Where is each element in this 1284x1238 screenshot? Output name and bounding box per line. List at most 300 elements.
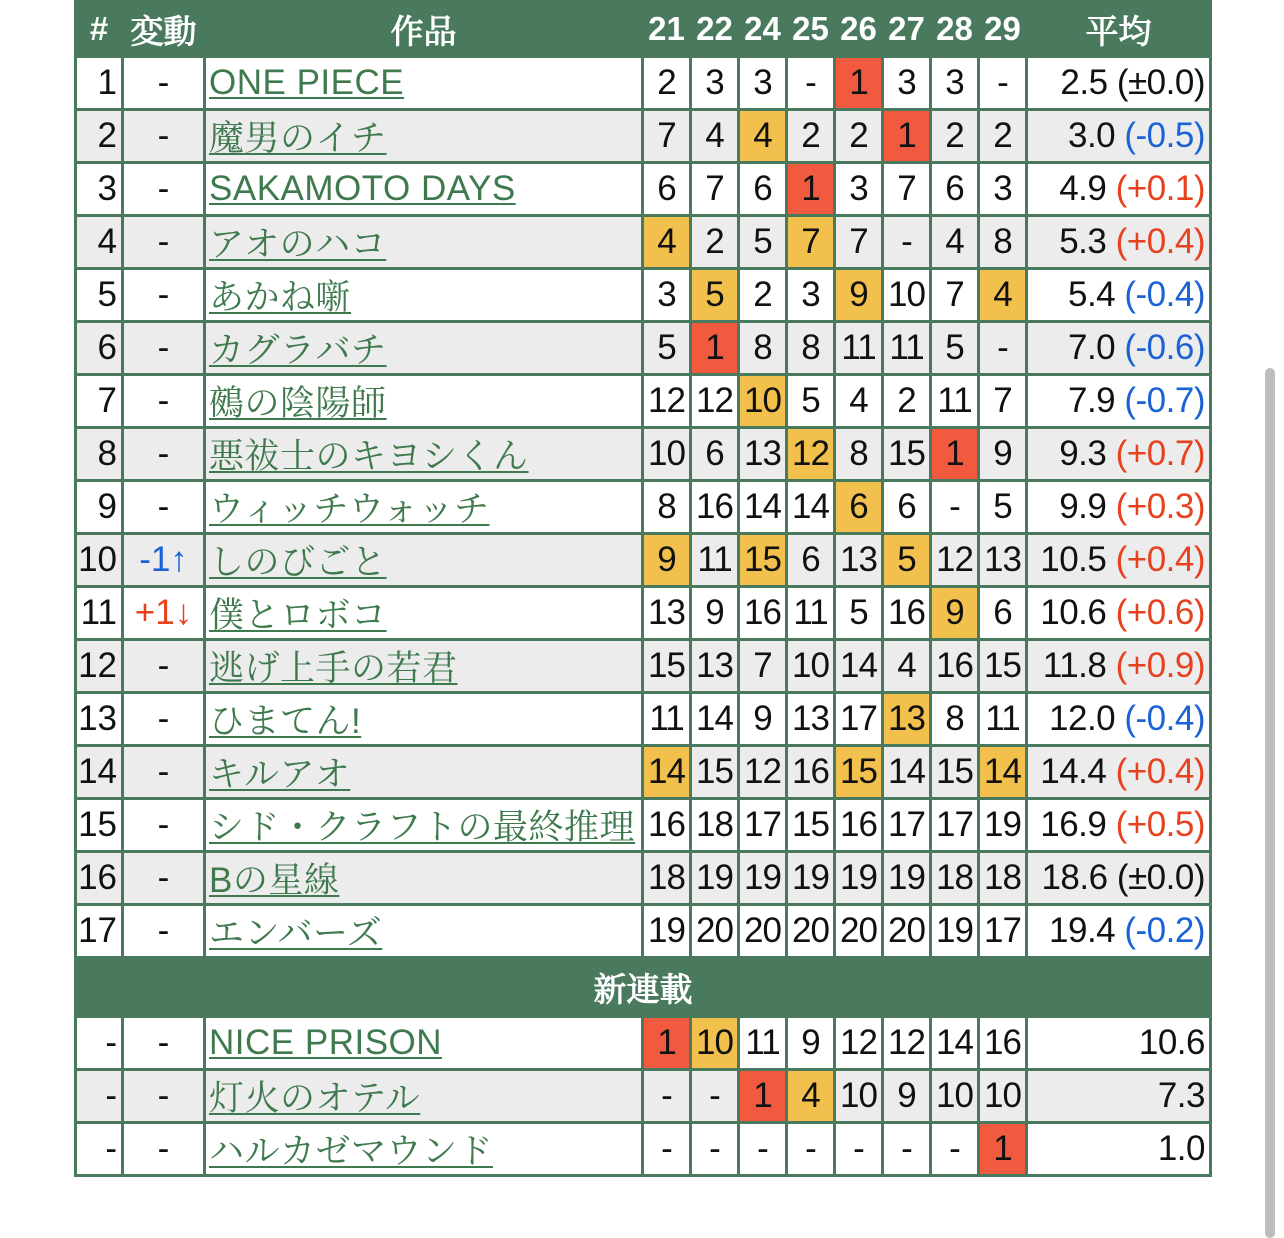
rank-change: - — [157, 328, 170, 367]
title-link[interactable]: ハルカゼマウンド — [209, 1132, 494, 1171]
table-row — [76, 57, 1211, 110]
score-cell: - — [739, 1123, 787, 1176]
change-cell — [123, 587, 205, 640]
rank-cell: 4 — [76, 216, 123, 269]
table-row — [76, 693, 1211, 746]
score-cell: 12 — [835, 1017, 883, 1070]
change-cell — [123, 428, 205, 481]
table-row — [76, 640, 1211, 693]
score-cell: 1 — [979, 1123, 1027, 1176]
score-cell: 2 — [643, 57, 691, 110]
score-cell: 12 — [883, 1017, 931, 1070]
avg-value: 7.3 — [1157, 1076, 1205, 1115]
avg-cell — [1027, 481, 1211, 534]
score-cell: 18 — [643, 852, 691, 905]
title-cell — [205, 481, 643, 534]
title-cell — [205, 216, 643, 269]
score-cell: 2 — [979, 110, 1027, 163]
score-cell: 12 — [643, 375, 691, 428]
avg-value: 19.4 — [1049, 911, 1116, 950]
avg-value: 11.8 — [1042, 646, 1107, 685]
score-cell: 16 — [931, 640, 979, 693]
score-cell: 5 — [787, 375, 835, 428]
score-cell: 6 — [691, 428, 739, 481]
avg-delta: (+0.4) — [1115, 540, 1205, 579]
score-cell: - — [979, 322, 1027, 375]
avg-value: 14.4 — [1040, 752, 1107, 791]
rank-cell: 1 — [76, 57, 123, 110]
rank-cell: 17 — [76, 905, 123, 958]
title-cell — [205, 110, 643, 163]
rank-change: - — [157, 1023, 170, 1062]
title-link[interactable]: SAKAMOTO DAYS — [209, 169, 516, 208]
avg-value: 7.0 — [1067, 328, 1116, 367]
change-cell — [123, 322, 205, 375]
change-cell — [123, 269, 205, 322]
avg-delta: (+0.3) — [1115, 487, 1205, 526]
title-cell — [205, 640, 643, 693]
avg-delta: (-0.6) — [1124, 328, 1205, 367]
score-cell: 15 — [835, 746, 883, 799]
title-link[interactable]: ウィッチウォッチ — [209, 490, 490, 529]
avg-value: 7.9 — [1067, 381, 1116, 420]
issue-header: 21 — [643, 2, 691, 57]
title-cell — [205, 693, 643, 746]
score-cell: 15 — [739, 534, 787, 587]
score-cell: 5 — [691, 269, 739, 322]
score-cell: 2 — [883, 375, 931, 428]
score-cell: 6 — [979, 587, 1027, 640]
title-link[interactable]: Bの星線 — [209, 861, 340, 900]
score-cell: 1 — [883, 110, 931, 163]
avg-delta: (+0.5) — [1115, 805, 1205, 844]
avg-cell — [1027, 428, 1211, 481]
table-row — [76, 587, 1211, 640]
score-cell: 13 — [643, 587, 691, 640]
new-section-label: 新連載 — [76, 958, 1211, 1017]
score-cell: 10 — [979, 1070, 1027, 1123]
score-cell: 5 — [883, 534, 931, 587]
score-cell: 14 — [931, 1017, 979, 1070]
avg-cell — [1027, 375, 1211, 428]
avg-cell — [1027, 110, 1211, 163]
score-cell: 2 — [835, 110, 883, 163]
score-cell: 17 — [979, 905, 1027, 958]
score-cell: 8 — [787, 322, 835, 375]
rank-change: +1↓ — [134, 593, 193, 632]
new-series-body — [76, 958, 1211, 1176]
rank-change: - — [157, 858, 170, 897]
title-link[interactable]: 逃げ上手の若君 — [209, 649, 458, 688]
score-cell: - — [883, 216, 931, 269]
change-cell — [123, 57, 205, 110]
score-cell: 14 — [691, 693, 739, 746]
rank-change: - — [157, 487, 170, 526]
title-link[interactable]: ひまてん! — [209, 702, 362, 741]
score-cell: 14 — [643, 746, 691, 799]
title-link[interactable]: しのびごと — [209, 543, 387, 582]
avg-delta: (-0.5) — [1124, 116, 1205, 155]
score-cell: 10 — [787, 640, 835, 693]
table-row — [76, 905, 1211, 958]
table-row — [76, 163, 1211, 216]
score-cell: 16 — [691, 481, 739, 534]
title-cell — [205, 534, 643, 587]
score-cell: 11 — [979, 693, 1027, 746]
avg-value: 10.6 — [1138, 1023, 1205, 1062]
title-cell — [205, 1017, 643, 1070]
score-cell: 10 — [835, 1070, 883, 1123]
score-cell: 18 — [931, 852, 979, 905]
avg-cell — [1027, 587, 1211, 640]
rank-change: -1↑ — [139, 540, 188, 579]
score-cell: 14 — [979, 746, 1027, 799]
title-link[interactable]: NICE PRISON — [209, 1023, 443, 1062]
score-cell: 19 — [979, 799, 1027, 852]
score-cell: 9 — [931, 587, 979, 640]
score-cell: 10 — [691, 1017, 739, 1070]
score-cell: 17 — [931, 799, 979, 852]
title-header: 作品 — [205, 2, 643, 57]
score-cell: - — [931, 1123, 979, 1176]
rank-cell: 11 — [76, 587, 123, 640]
score-cell: 6 — [883, 481, 931, 534]
rank-change: - — [157, 434, 170, 473]
change-cell — [123, 1123, 205, 1176]
score-cell: 1 — [691, 322, 739, 375]
ranking-table — [74, 0, 1212, 1177]
avg-value: 12.0 — [1049, 699, 1116, 738]
rank-change: - — [157, 63, 170, 102]
avg-value: 3.0 — [1067, 116, 1116, 155]
score-cell: 4 — [643, 216, 691, 269]
score-cell: 15 — [931, 746, 979, 799]
score-cell: 1 — [835, 57, 883, 110]
avg-value: 2.5 — [1060, 63, 1108, 102]
score-cell: 7 — [691, 163, 739, 216]
score-cell: 11 — [691, 534, 739, 587]
title-link[interactable]: 悪祓士のキヨシくん — [209, 437, 529, 476]
score-cell: 3 — [787, 269, 835, 322]
score-cell: 12 — [739, 746, 787, 799]
rank-change: - — [157, 646, 170, 685]
rank-change: - — [157, 752, 170, 791]
score-cell: 18 — [979, 852, 1027, 905]
score-cell: - — [835, 1123, 883, 1176]
rank-cell: - — [76, 1070, 123, 1123]
score-cell: 19 — [835, 852, 883, 905]
issue-header: 24 — [739, 2, 787, 57]
score-cell: 8 — [931, 693, 979, 746]
table-row — [76, 481, 1211, 534]
title-link[interactable]: 鵺の陰陽師 — [209, 384, 387, 423]
title-cell — [205, 905, 643, 958]
avg-delta: (-0.2) — [1124, 911, 1205, 950]
score-cell: 1 — [739, 1070, 787, 1123]
score-cell: 2 — [739, 269, 787, 322]
score-cell: 13 — [787, 693, 835, 746]
score-cell: 15 — [787, 799, 835, 852]
rank-cell: 8 — [76, 428, 123, 481]
change-cell — [123, 375, 205, 428]
score-cell: 9 — [979, 428, 1027, 481]
table-row — [76, 110, 1211, 163]
issue-header: 22 — [691, 2, 739, 57]
score-cell: 11 — [931, 375, 979, 428]
score-cell: 17 — [835, 693, 883, 746]
score-cell: 20 — [787, 905, 835, 958]
title-link[interactable]: カグラバチ — [209, 331, 387, 370]
title-link[interactable]: アオのハコ — [209, 225, 387, 264]
score-cell: 5 — [979, 481, 1027, 534]
avg-delta: (±0.0) — [1116, 63, 1205, 102]
rank-change: - — [157, 381, 170, 420]
score-cell: 12 — [691, 375, 739, 428]
change-cell — [123, 534, 205, 587]
score-cell: - — [883, 1123, 931, 1176]
score-cell: 8 — [739, 322, 787, 375]
title-cell — [205, 1123, 643, 1176]
score-cell: 7 — [643, 110, 691, 163]
score-cell: 3 — [835, 163, 883, 216]
issue-header: 25 — [787, 2, 835, 57]
rank-change: - — [157, 169, 170, 208]
score-cell: 5 — [739, 216, 787, 269]
avg-cell — [1027, 322, 1211, 375]
score-cell: 4 — [835, 375, 883, 428]
score-cell: 19 — [883, 852, 931, 905]
avg-cell — [1027, 693, 1211, 746]
change-cell — [123, 1017, 205, 1070]
score-cell: 7 — [979, 375, 1027, 428]
score-cell: 3 — [979, 163, 1027, 216]
change-cell — [123, 905, 205, 958]
score-cell: 3 — [931, 57, 979, 110]
score-cell: 11 — [835, 322, 883, 375]
rank-cell: 12 — [76, 640, 123, 693]
score-cell: 10 — [643, 428, 691, 481]
change-cell — [123, 1070, 205, 1123]
score-cell: 8 — [979, 216, 1027, 269]
title-link[interactable]: 灯火のオテル — [209, 1079, 421, 1118]
table-row — [76, 534, 1211, 587]
vertical-scrollbar[interactable] — [1265, 368, 1275, 1238]
score-cell: 20 — [691, 905, 739, 958]
avg-delta: (±0.0) — [1116, 858, 1205, 897]
avg-cell — [1027, 1123, 1211, 1176]
score-cell: 20 — [835, 905, 883, 958]
title-cell — [205, 269, 643, 322]
score-cell: 7 — [739, 640, 787, 693]
score-cell: 16 — [835, 799, 883, 852]
score-cell: 4 — [931, 216, 979, 269]
score-cell: - — [931, 481, 979, 534]
score-cell: 5 — [643, 322, 691, 375]
issue-header: 29 — [979, 2, 1027, 57]
score-cell: 3 — [643, 269, 691, 322]
score-cell: 16 — [643, 799, 691, 852]
score-cell: 13 — [835, 534, 883, 587]
rank-change: - — [157, 1076, 170, 1115]
avg-delta: (-0.4) — [1124, 275, 1205, 314]
rank-change: - — [157, 911, 170, 950]
avg-value: 5.4 — [1067, 275, 1116, 314]
table-row — [76, 1123, 1211, 1176]
score-cell: 4 — [883, 640, 931, 693]
title-link[interactable]: シド・クラフトの最終推理 — [209, 808, 636, 847]
score-cell: 16 — [979, 1017, 1027, 1070]
score-cell: 3 — [739, 57, 787, 110]
score-cell: - — [787, 1123, 835, 1176]
score-cell: 20 — [739, 905, 787, 958]
avg-delta: (+0.9) — [1115, 646, 1205, 685]
change-cell — [123, 216, 205, 269]
avg-cell — [1027, 640, 1211, 693]
score-cell: 19 — [643, 905, 691, 958]
score-cell: 9 — [643, 534, 691, 587]
avg-value: 10.5 — [1040, 540, 1107, 579]
change-cell — [123, 481, 205, 534]
score-cell: 1 — [787, 163, 835, 216]
score-cell: 13 — [883, 693, 931, 746]
score-cell: 15 — [979, 640, 1027, 693]
score-cell: 9 — [835, 269, 883, 322]
score-cell: 2 — [931, 110, 979, 163]
score-cell: 2 — [787, 110, 835, 163]
title-cell — [205, 799, 643, 852]
table-row — [76, 1017, 1211, 1070]
score-cell: 17 — [739, 799, 787, 852]
score-cell: 9 — [883, 1070, 931, 1123]
score-cell: 6 — [787, 534, 835, 587]
score-cell: 14 — [739, 481, 787, 534]
title-cell — [205, 1070, 643, 1123]
avg-cell — [1027, 1070, 1211, 1123]
rank-cell: 3 — [76, 163, 123, 216]
avg-delta: (+0.6) — [1115, 593, 1205, 632]
score-cell: 12 — [787, 428, 835, 481]
change-cell — [123, 163, 205, 216]
score-cell: 4 — [691, 110, 739, 163]
table-row — [76, 428, 1211, 481]
issue-header: 27 — [883, 2, 931, 57]
table-row — [76, 269, 1211, 322]
avg-delta: (-0.4) — [1124, 699, 1205, 738]
score-cell: 2 — [691, 216, 739, 269]
score-cell: - — [643, 1070, 691, 1123]
score-cell: 11 — [883, 322, 931, 375]
change-cell — [123, 110, 205, 163]
score-cell: 4 — [787, 1070, 835, 1123]
rank-cell: 2 — [76, 110, 123, 163]
avg-value: 1.0 — [1157, 1129, 1205, 1168]
avg-cell — [1027, 57, 1211, 110]
score-cell: 1 — [931, 428, 979, 481]
change-cell — [123, 693, 205, 746]
rank-cell: 6 — [76, 322, 123, 375]
score-cell: 10 — [739, 375, 787, 428]
title-cell — [205, 163, 643, 216]
title-link[interactable]: ONE PIECE — [209, 63, 405, 102]
title-link[interactable]: 魔男のイチ — [209, 119, 387, 158]
score-cell: - — [643, 1123, 691, 1176]
title-link[interactable]: 僕とロボコ — [209, 596, 387, 635]
score-cell: 16 — [739, 587, 787, 640]
avg-delta: (+0.7) — [1115, 434, 1205, 473]
score-cell: 14 — [787, 481, 835, 534]
table-row — [76, 216, 1211, 269]
avg-delta: (+0.1) — [1115, 169, 1205, 208]
avg-value: 9.3 — [1059, 434, 1107, 473]
score-cell: 6 — [643, 163, 691, 216]
score-cell: - — [691, 1070, 739, 1123]
score-cell: 9 — [691, 587, 739, 640]
avg-delta: (+0.4) — [1115, 752, 1205, 791]
change-cell — [123, 799, 205, 852]
title-link[interactable]: キルアオ — [209, 755, 351, 794]
avg-cell — [1027, 852, 1211, 905]
score-cell: 4 — [739, 110, 787, 163]
score-cell: 3 — [691, 57, 739, 110]
table-row — [76, 375, 1211, 428]
table-row — [76, 852, 1211, 905]
score-cell: 16 — [787, 746, 835, 799]
score-cell: 15 — [883, 428, 931, 481]
title-cell — [205, 428, 643, 481]
score-cell: 17 — [883, 799, 931, 852]
issue-header: 28 — [931, 2, 979, 57]
score-cell: 19 — [787, 852, 835, 905]
score-cell: - — [691, 1123, 739, 1176]
rank-cell: 13 — [76, 693, 123, 746]
avg-value: 18.6 — [1041, 858, 1108, 897]
new-section-row — [76, 958, 1211, 1017]
score-cell: 14 — [835, 640, 883, 693]
issue-header: 26 — [835, 2, 883, 57]
rank-cell: 10 — [76, 534, 123, 587]
title-cell — [205, 375, 643, 428]
rank-cell: - — [76, 1123, 123, 1176]
score-cell: 11 — [739, 1017, 787, 1070]
title-link[interactable]: エンバーズ — [209, 914, 383, 953]
rank-cell: 5 — [76, 269, 123, 322]
title-cell — [205, 587, 643, 640]
score-cell: 8 — [643, 481, 691, 534]
avg-delta: (+0.4) — [1115, 222, 1205, 261]
score-cell: 11 — [643, 693, 691, 746]
title-cell — [205, 746, 643, 799]
score-cell: 16 — [883, 587, 931, 640]
score-cell: 10 — [883, 269, 931, 322]
avg-header: 平均 — [1027, 2, 1211, 57]
score-cell: 19 — [739, 852, 787, 905]
score-cell: 13 — [979, 534, 1027, 587]
score-cell: 5 — [835, 587, 883, 640]
rank-cell: 14 — [76, 746, 123, 799]
score-cell: 19 — [931, 905, 979, 958]
rank-change: - — [157, 222, 170, 261]
rank-cell: 7 — [76, 375, 123, 428]
score-cell: 13 — [739, 428, 787, 481]
score-cell: 6 — [739, 163, 787, 216]
rank-change: - — [157, 275, 170, 314]
avg-value: 4.9 — [1059, 169, 1107, 208]
score-cell: 18 — [691, 799, 739, 852]
score-cell: 1 — [643, 1017, 691, 1070]
rank-change: - — [157, 116, 170, 155]
title-link[interactable]: あかね噺 — [209, 278, 352, 317]
rank-header: # — [76, 2, 123, 57]
